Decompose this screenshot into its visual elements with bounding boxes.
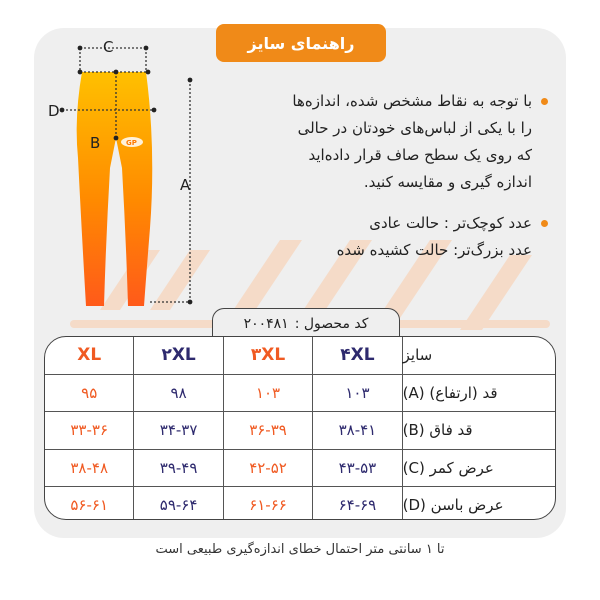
table-row	[45, 375, 555, 413]
table-cell: ۴۲-۵۲	[224, 450, 313, 487]
table-cell: ۶۴-۶۹	[313, 487, 402, 520]
page-title: راهنمای سایز	[216, 24, 386, 62]
row-label: قد (ارتفاع) (A)	[402, 383, 498, 402]
table-cell: ۳۸-۴۸	[45, 450, 134, 487]
instructions	[228, 88, 548, 264]
table-row	[45, 450, 555, 488]
row-label: عرض کمر (C)	[402, 458, 494, 477]
product-code-label: کد محصول :	[294, 316, 369, 332]
dimension-label-a: A	[180, 176, 191, 194]
product-code-value: ۲۰۰۴۸۱	[243, 316, 289, 332]
number-note: عدد کوچک‌تر : حالت عادی عدد بزرگ‌تر: حالت کشیده شده	[228, 210, 548, 264]
table-cell: ۳۶-۳۹	[224, 412, 313, 449]
footer-note: تا ۱ سانتی متر احتمال خطای اندازه‌گیری طبیعی است	[155, 542, 445, 557]
table-cell: ۶۱-۶۶	[224, 487, 313, 520]
table-cell: ۳۴-۳۷	[134, 412, 223, 449]
size-header-3xl: ۳XL	[224, 337, 313, 374]
table-header-row	[45, 337, 555, 375]
table-row	[45, 412, 555, 450]
svg-text:GP: GP	[126, 139, 137, 147]
size-table	[44, 336, 556, 520]
brand-logo-icon	[121, 137, 143, 147]
product-code	[212, 308, 400, 339]
size-header-4xl: ۴XL	[313, 337, 402, 374]
bullet-icon	[541, 98, 548, 105]
table-cell: ۹۵	[45, 375, 134, 412]
table-row	[45, 487, 555, 520]
table-cell: ۵۹-۶۴	[134, 487, 223, 520]
size-header-label: سایز	[402, 346, 433, 365]
dimension-label-d: D	[48, 102, 60, 120]
row-label: عرض باسن (D)	[402, 496, 504, 515]
table-cell: ۱۰۳	[313, 375, 402, 412]
pants-shape	[77, 72, 153, 306]
dimension-label-b: B	[90, 134, 101, 152]
table-cell: ۱۰۳	[224, 375, 313, 412]
table-cell: ۵۶-۶۱	[45, 487, 134, 520]
size-header-2xl: ۲XL	[134, 337, 223, 374]
table-cell: ۳۸-۴۱	[313, 412, 402, 449]
instruction-paragraph: با توجه به نقاط مشخص شده، اندازه‌ها را با یکی از لباس‌های خودتان در حالی که روی یک سطح صاف قرار داده‌اید اندازه گیری و مقایسه کنید.	[228, 88, 548, 196]
row-label: قد فاق (B)	[402, 421, 473, 440]
table-cell: ۳۳-۳۶	[45, 412, 134, 449]
table-cell: ۹۸	[134, 375, 223, 412]
size-header-xl: XL	[45, 337, 134, 374]
table-cell: ۳۹-۴۹	[134, 450, 223, 487]
table-cell: ۴۳-۵۳	[313, 450, 402, 487]
bullet-icon	[541, 220, 548, 227]
dimension-label-c: C	[103, 38, 114, 56]
